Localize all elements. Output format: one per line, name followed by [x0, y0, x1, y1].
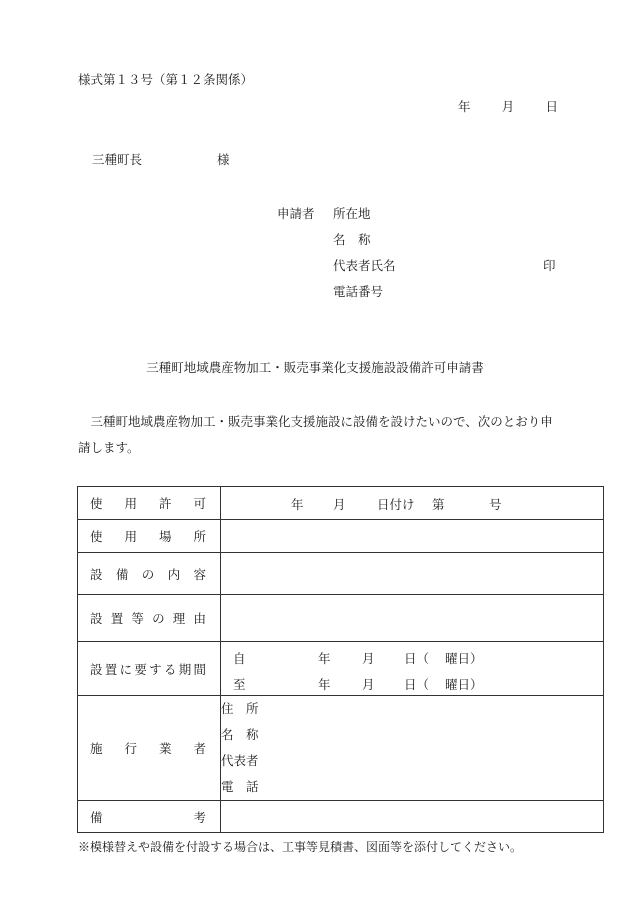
- label-period-char: す: [149, 661, 162, 677]
- label-permit-char: 用: [124, 496, 137, 511]
- form-number: 様式第１３号（第１２条関係）: [78, 72, 254, 87]
- permit-number: 号: [489, 497, 502, 512]
- applicant-name: 名 称: [333, 232, 371, 247]
- permit-month: 月: [333, 497, 346, 512]
- period-from-year: 年: [318, 650, 331, 666]
- value-reason[interactable]: [221, 595, 604, 642]
- label-period-text: [78, 660, 220, 678]
- label-period-char: に: [119, 661, 133, 677]
- row-reason: [78, 595, 604, 642]
- label-contractor: [78, 696, 221, 801]
- permit-no: 第: [432, 497, 445, 512]
- label-permit-text: [78, 494, 220, 512]
- label-reason-char: の: [152, 611, 165, 626]
- label-period-char: 間: [193, 661, 206, 677]
- label-remarks: [78, 801, 221, 833]
- applicant-representative: 代表者氏名: [333, 258, 396, 273]
- period-from-month: 月: [362, 650, 375, 666]
- date-year: 年: [458, 99, 471, 114]
- document-title: 三種町地域農産物加工・販売事業化支援施設設備許可申請書: [146, 360, 484, 375]
- label-permit-char: 許: [158, 496, 172, 511]
- value-period: [221, 642, 604, 696]
- addressee-honorific: 様: [217, 152, 230, 167]
- label-equipment-char: 内: [167, 566, 181, 582]
- date-month: 月: [501, 99, 515, 114]
- permit-year: 年: [291, 497, 304, 512]
- applicant-label: 申請者: [277, 206, 315, 221]
- date-line: [458, 97, 558, 115]
- label-permit: [78, 487, 221, 520]
- label-period-char: 設: [90, 661, 103, 677]
- applicant-phone: 電話番号: [333, 284, 384, 299]
- label-contractor-text: [78, 739, 220, 757]
- label-reason-char: 置: [110, 611, 124, 626]
- label-contractor-char: 行: [124, 741, 137, 756]
- label-remarks-char: 備: [90, 809, 103, 825]
- label-permit-char: 可: [193, 496, 206, 511]
- footnote: ※模様替えや設備を付設する場合は、工事等見積書、図面等を添付してください。: [78, 840, 523, 854]
- label-period-char: 置: [104, 661, 118, 677]
- label-equipment-char: 備: [115, 566, 129, 582]
- period-to-prefix: 至: [233, 676, 246, 692]
- value-location[interactable]: [221, 520, 604, 553]
- label-location-char: 所: [193, 529, 206, 544]
- label-equipment-char: 設: [90, 566, 103, 582]
- period-to-day: 日（: [404, 676, 430, 692]
- label-location-char: 用: [124, 529, 137, 544]
- contractor-phone: 電 話: [221, 779, 259, 794]
- label-reason-text: [78, 609, 220, 627]
- row-contractor: [78, 696, 604, 801]
- value-remarks[interactable]: [221, 801, 604, 833]
- label-equipment-char: 容: [193, 566, 206, 582]
- period-from-day: 日（: [404, 650, 430, 666]
- label-reason-char: 理: [172, 611, 186, 626]
- contractor-name: 名 称: [221, 727, 259, 742]
- addressee-name: 三種町長: [92, 152, 143, 167]
- row-remarks: [78, 801, 604, 833]
- row-location: [78, 520, 604, 553]
- value-equipment[interactable]: [221, 553, 604, 595]
- label-contractor-char: 業: [158, 741, 172, 756]
- label-location-char: 使: [90, 529, 103, 544]
- label-equipment-text: [78, 565, 220, 583]
- period-to: [221, 669, 603, 695]
- label-location-char: 場: [158, 529, 172, 544]
- label-equipment-char: の: [141, 566, 155, 582]
- contractor-address: 住 所: [221, 701, 259, 716]
- date-day: 日: [545, 99, 558, 114]
- label-period-char: る: [163, 661, 177, 677]
- seal-mark: 印: [543, 258, 556, 273]
- value-permit: [221, 487, 604, 520]
- application-table: [77, 486, 604, 833]
- permit-dated: 日付け: [377, 497, 415, 512]
- label-reason-char: 設: [90, 611, 103, 626]
- period-to-year: 年: [318, 676, 331, 692]
- label-equipment: [78, 553, 221, 595]
- label-period-char: 期: [178, 661, 192, 677]
- period-to-month: 月: [362, 676, 375, 692]
- applicant-address: 所在地: [333, 206, 371, 221]
- period-from-prefix: 自: [233, 650, 246, 666]
- label-reason-char: 等: [131, 611, 144, 626]
- label-reason-char: 由: [193, 611, 206, 626]
- permit-line: [221, 487, 603, 519]
- period-from: [221, 643, 603, 669]
- period-from-weekday: 曜日）: [445, 650, 483, 666]
- body-text: 三種町地域農産物加工・販売事業化支援施設に設備を設けたいので、次のとおり申請します。: [78, 414, 553, 455]
- label-period-char: 要: [134, 661, 147, 677]
- row-period: [78, 642, 604, 696]
- label-remarks-text: [78, 808, 220, 826]
- contractor-representative: 代表者: [221, 753, 259, 768]
- row-equipment: [78, 553, 604, 595]
- label-location: [78, 520, 221, 553]
- label-remarks-char: 考: [193, 809, 206, 825]
- row-permit: [78, 487, 604, 520]
- value-contractor: [221, 696, 604, 801]
- addressee: [92, 150, 230, 168]
- label-location-text: [78, 527, 220, 545]
- period-to-weekday: 曜日）: [445, 676, 483, 692]
- label-period: [78, 642, 221, 696]
- label-contractor-char: 施: [90, 741, 103, 756]
- label-contractor-char: 者: [193, 741, 206, 756]
- label-reason: [78, 595, 221, 642]
- label-permit-char: 使: [90, 496, 103, 511]
